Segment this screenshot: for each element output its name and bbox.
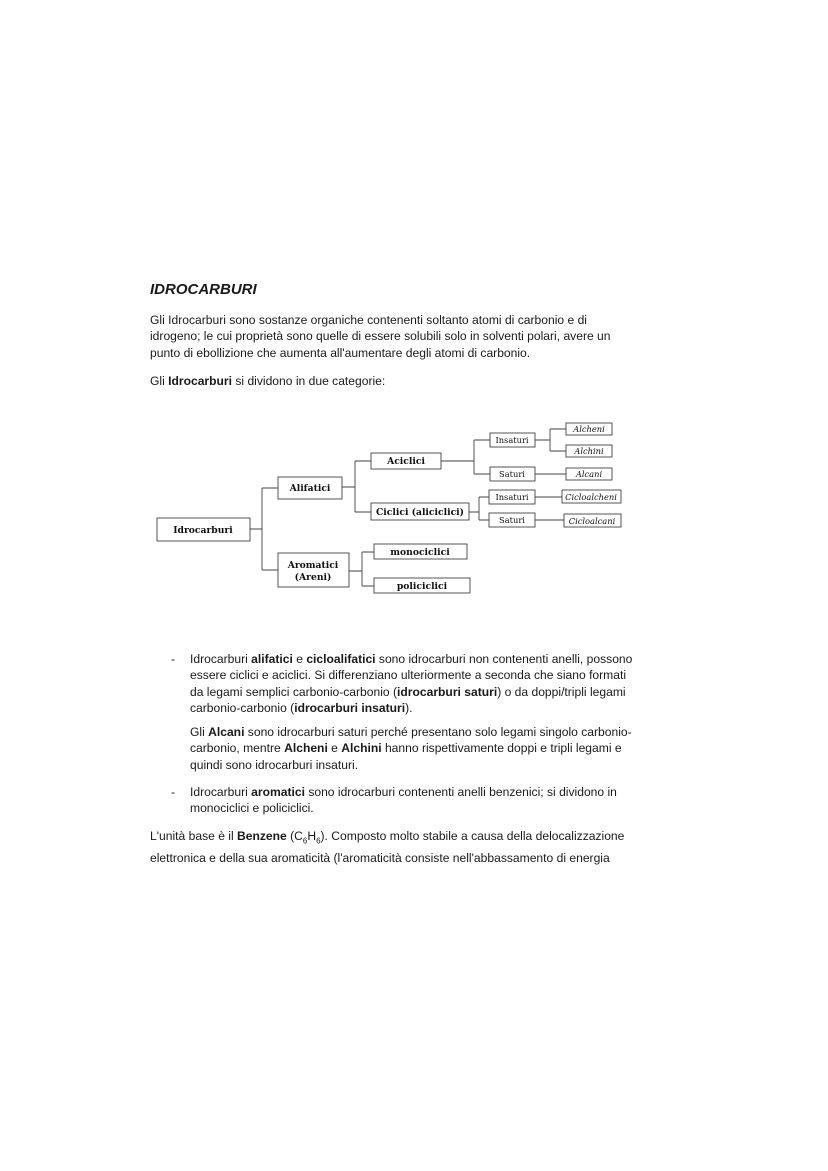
saturi-label-1: Saturi [499, 469, 525, 479]
intro-line: punto di ebollizione che aumenta all'aumentare degli atomi di carbonio. [150, 345, 531, 360]
cicloalcheni-label: Cicloalcheni [565, 492, 617, 502]
categories-line: Gli Idrocarburi si dividono in due categorie: [150, 374, 386, 388]
bullet-alifatici: Idrocarburi alifatici e cicloalifatici sono idrocarburi non contenenti anelli, possono essere ciclici e aciclici. Si differenziano ulteriormente a seconda che siano formati da legami semplici carbonio-carbonio (idrocarburi saturi) o da doppi/tripli legami carbonio-carbonio (idrocarburi insaturi). [190, 652, 633, 716]
ciclici-label: Ciclici (aliciclici) [375, 507, 465, 518]
alcheni-label: Alcheni [573, 424, 605, 434]
benzene-paragraph: L'unità base è il Benzene $(C_6H_6)$. Composto molto stabile a causa della delocalizzazione elettronica e della sua aromaticità (l'aromaticità consiste nell'abbassamento di energia [150, 829, 625, 865]
bullet-dash: - [171, 652, 176, 666]
alchini-label: Alchini [574, 446, 604, 456]
insaturi-label-1: Insaturi [495, 435, 529, 445]
page-title: IDROCARBURI [150, 281, 257, 298]
monociclici-label: monociclici [390, 547, 450, 558]
bullet-dash: - [171, 785, 176, 799]
idrocarburi-bold: Idrocarburi [168, 374, 232, 388]
alifatici-label: Alifatici [289, 483, 331, 494]
insaturi-label-2: Insaturi [495, 492, 529, 502]
saturi-label-2: Saturi [499, 515, 525, 525]
policiclici-label: policiclici [396, 581, 448, 592]
alcani-paragraph: Gli Alcani sono idrocarburi saturi perché presentano solo legami singolo carbonio- carbonio, mentre Alcheni e Alchini hanno rispettivamente doppi e tripli legami e quindi sono idrocarburi insaturi. [190, 725, 632, 772]
root-label: Idrocarburi [173, 525, 233, 536]
aromatici-label: Aromatici [287, 560, 339, 571]
cicloalcani-label: Cicloalcani [568, 516, 616, 526]
areni-label: (Areni) [294, 572, 332, 583]
intro-line: Gli Idrocarburi sono sostanze organiche contenenti soltanto atomi di carbonio e di [150, 313, 587, 327]
alcani-label: Alcani [575, 469, 603, 479]
bullet-aromatici: Idrocarburi aromatici sono idrocarburi contenenti anelli benzenici; si dividono in monociclici e policiclici. [190, 785, 617, 816]
aciclici-label: Aciclici [387, 456, 425, 467]
intro-line: idrogeno; le cui proprietà sono quelle di essere solubili solo in solventi polari, avere un [150, 329, 611, 344]
